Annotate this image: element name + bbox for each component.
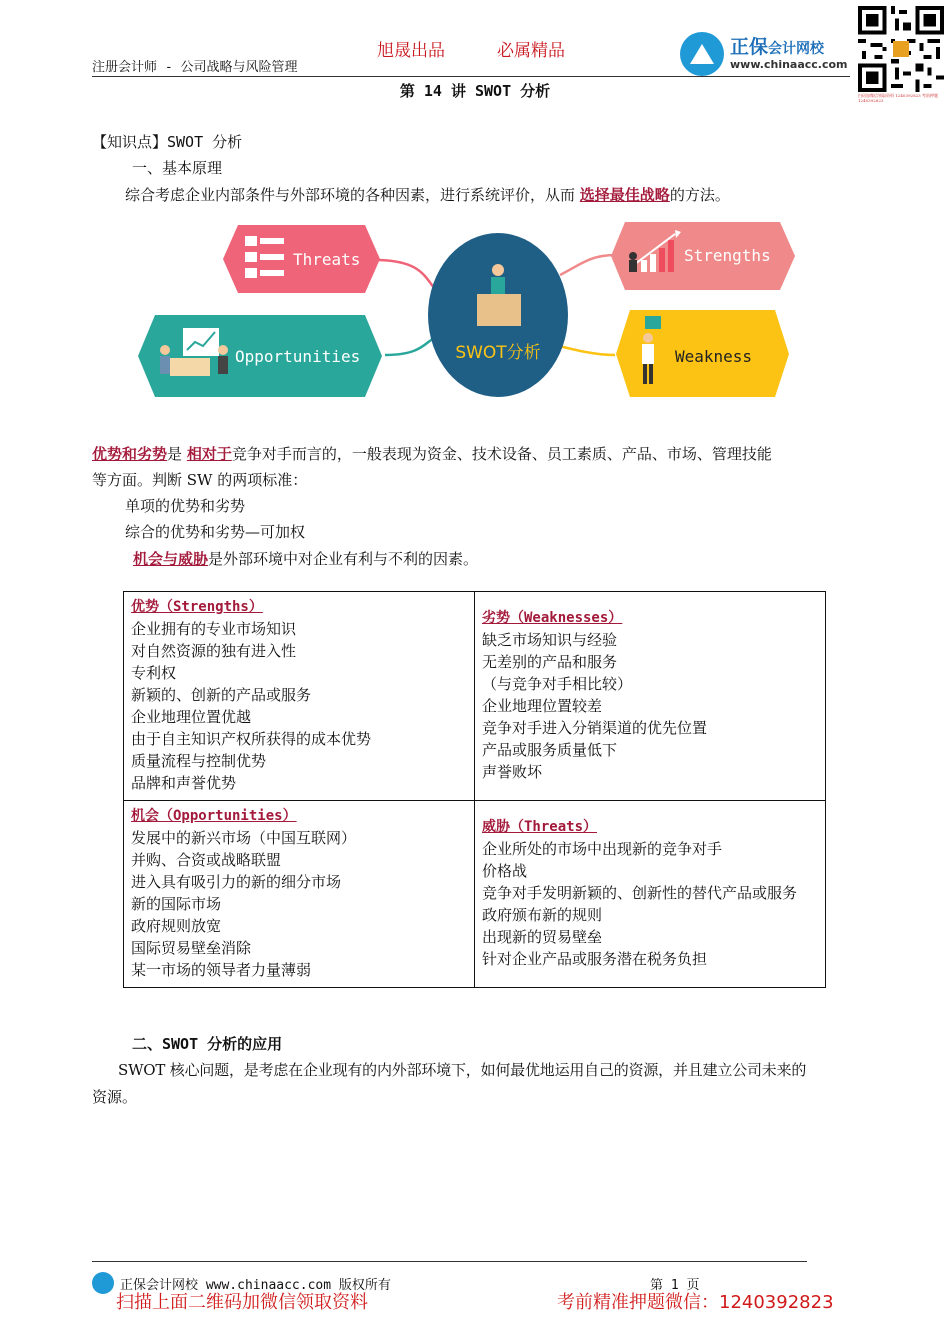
list-item: 对自然资源的独有进入性 xyxy=(131,642,297,660)
list-item: 价格战 xyxy=(482,862,528,880)
ot-paragraph: 机会与威胁是外部环境中对企业有利与不利的因素。 xyxy=(133,550,479,568)
keyword-strengths-weaknesses: 优势和劣势 xyxy=(92,445,168,463)
list-item: 无差别的产品和服务 xyxy=(482,653,618,671)
list-item: 声誉败坏 xyxy=(482,763,543,781)
list-item: 企业地理位置较差 xyxy=(482,697,603,715)
keyword-opportunities-threats: 机会与威胁 xyxy=(133,550,209,568)
section1-paragraph: 综合考虑企业内部条件与外部环境的各种因素，进行系统评价，从而 选择最佳战略的方法。 xyxy=(125,186,730,204)
strengths-header: 优势（Strengths） xyxy=(131,599,263,615)
list-item: 出现新的贸易壁垒 xyxy=(482,928,603,946)
list-item: （与竞争对手相比较） xyxy=(482,675,633,693)
connector-threats xyxy=(375,260,440,295)
list-item: 竞争对手进入分销渠道的优先位置 xyxy=(482,719,708,737)
strengths-cell xyxy=(124,592,475,801)
table-row xyxy=(124,801,826,988)
list-item: 企业所处的市场中出现新的竞争对手 xyxy=(482,840,723,858)
diagram-weakness-label: Weakness xyxy=(675,347,753,366)
connector-strengths xyxy=(560,255,615,275)
list-item: 政府颁布新的规则 xyxy=(482,906,603,924)
header-slogan-1: 旭晟出品 xyxy=(377,41,445,61)
list-item: 企业拥有的专业市场知识 xyxy=(131,620,297,638)
list-item: 国际贸易壁垒消除 xyxy=(131,939,252,957)
sw-criterion-1: 单项的优势和劣势 xyxy=(125,497,246,515)
footer-page-number: 第 1 页 xyxy=(650,1278,700,1293)
list-item: 某一市场的领导者力量薄弱 xyxy=(131,961,312,979)
knowledge-point-heading: 【知识点】SWOT 分析 xyxy=(92,133,243,151)
footer-promo-left: 扫描上面二维码加微信领取资料 xyxy=(116,1292,368,1313)
header-slogan-2: 必属精品 xyxy=(497,41,565,61)
chinaacc-logo xyxy=(680,32,855,76)
list-item: 产品或服务质量低下 xyxy=(482,741,618,759)
footer-divider xyxy=(92,1261,807,1262)
checklist-icon xyxy=(245,236,284,278)
section1-heading: 一、基本原理 xyxy=(132,159,223,177)
list-item: 政府规则放宽 xyxy=(131,917,222,935)
list-item: 并购、合资或战略联盟 xyxy=(131,851,282,869)
weaknesses-header: 劣势（Weaknesses） xyxy=(482,610,623,626)
swot-table xyxy=(123,591,826,988)
footer-copyright: 正保会计网校 www.chinaacc.com 版权所有 xyxy=(120,1278,391,1293)
table-row xyxy=(124,592,826,801)
swot-diagram xyxy=(135,220,800,405)
list-item: 缺乏市场知识与经验 xyxy=(482,631,618,649)
list-item: 新的国际市场 xyxy=(131,895,222,913)
qr-caption: 扫码加微信领取资料 1240392823 考前押题 1240392823 xyxy=(858,93,938,103)
opportunities-header: 机会（Opportunities） xyxy=(131,808,297,824)
header-course-title: 注册会计师 - 公司战略与风险管理 xyxy=(92,60,298,75)
diagram-strengths-label: Strengths xyxy=(684,246,771,265)
list-item: 专利权 xyxy=(131,664,177,682)
section2-heading: 二、SWOT 分析的应用 xyxy=(132,1035,283,1053)
footer-logo-icon xyxy=(92,1272,114,1294)
weaknesses-cell xyxy=(475,592,826,801)
sw-paragraph-line1: 优势和劣势是 相对于竞争对手而言的，一般表现为资金、技术设备、员工素质、产品、市场、管理技能 xyxy=(92,445,772,463)
keyword-best-strategy: 选择最佳战略 xyxy=(579,186,670,204)
list-item: 竞争对手发明新颖的、创新性的替代产品或服务 xyxy=(482,884,798,902)
diagram-opportunities-label: Opportunities xyxy=(235,347,361,366)
diagram-center-label: SWOT分析 xyxy=(455,343,541,363)
section2-paragraph-line2: 资源。 xyxy=(92,1088,138,1106)
sw-paragraph-line2: 等方面。判断 SW 的两项标准： xyxy=(92,471,308,489)
list-item: 企业地理位置优越 xyxy=(131,708,252,726)
threats-cell xyxy=(475,801,826,988)
list-item: 进入具有吸引力的新的细分市场 xyxy=(131,873,342,891)
connector-weakness xyxy=(555,345,615,355)
page-title: 第 14 讲 SWOT 分析 xyxy=(399,82,551,100)
threats-header: 威胁（Threats） xyxy=(482,819,598,835)
list-item: 新颖的、创新的产品或服务 xyxy=(131,686,312,704)
list-item: 针对企业产品或服务潜在税务负担 xyxy=(482,950,708,968)
list-item: 由于自主知识产权所获得的成本优势 xyxy=(131,730,372,748)
list-item: 发展中的新兴市场（中国互联网） xyxy=(131,829,357,847)
section2-paragraph-line1: SWOT 核心问题，是考虑在企业现有的内外部环境下，如何最优地运用自己的资源，并且建立公司未来的 xyxy=(118,1061,807,1079)
list-item: 质量流程与控制优势 xyxy=(131,752,267,770)
diagram-threats-label: Threats xyxy=(293,250,361,269)
sw-criterion-2: 综合的优势和劣势—可加权 xyxy=(125,523,306,541)
opportunities-cell xyxy=(124,801,475,988)
list-item: 品牌和声誉优势 xyxy=(131,774,237,792)
footer-promo-right: 考前精准押题微信：1240392823 xyxy=(557,1292,834,1313)
keyword-relative-to: 相对于 xyxy=(186,445,232,463)
logo-title: 正保会计网校 xyxy=(730,36,825,58)
logo-icon xyxy=(680,32,724,76)
header-divider xyxy=(92,76,850,77)
logo-url: www.chinaacc.com xyxy=(730,58,848,71)
